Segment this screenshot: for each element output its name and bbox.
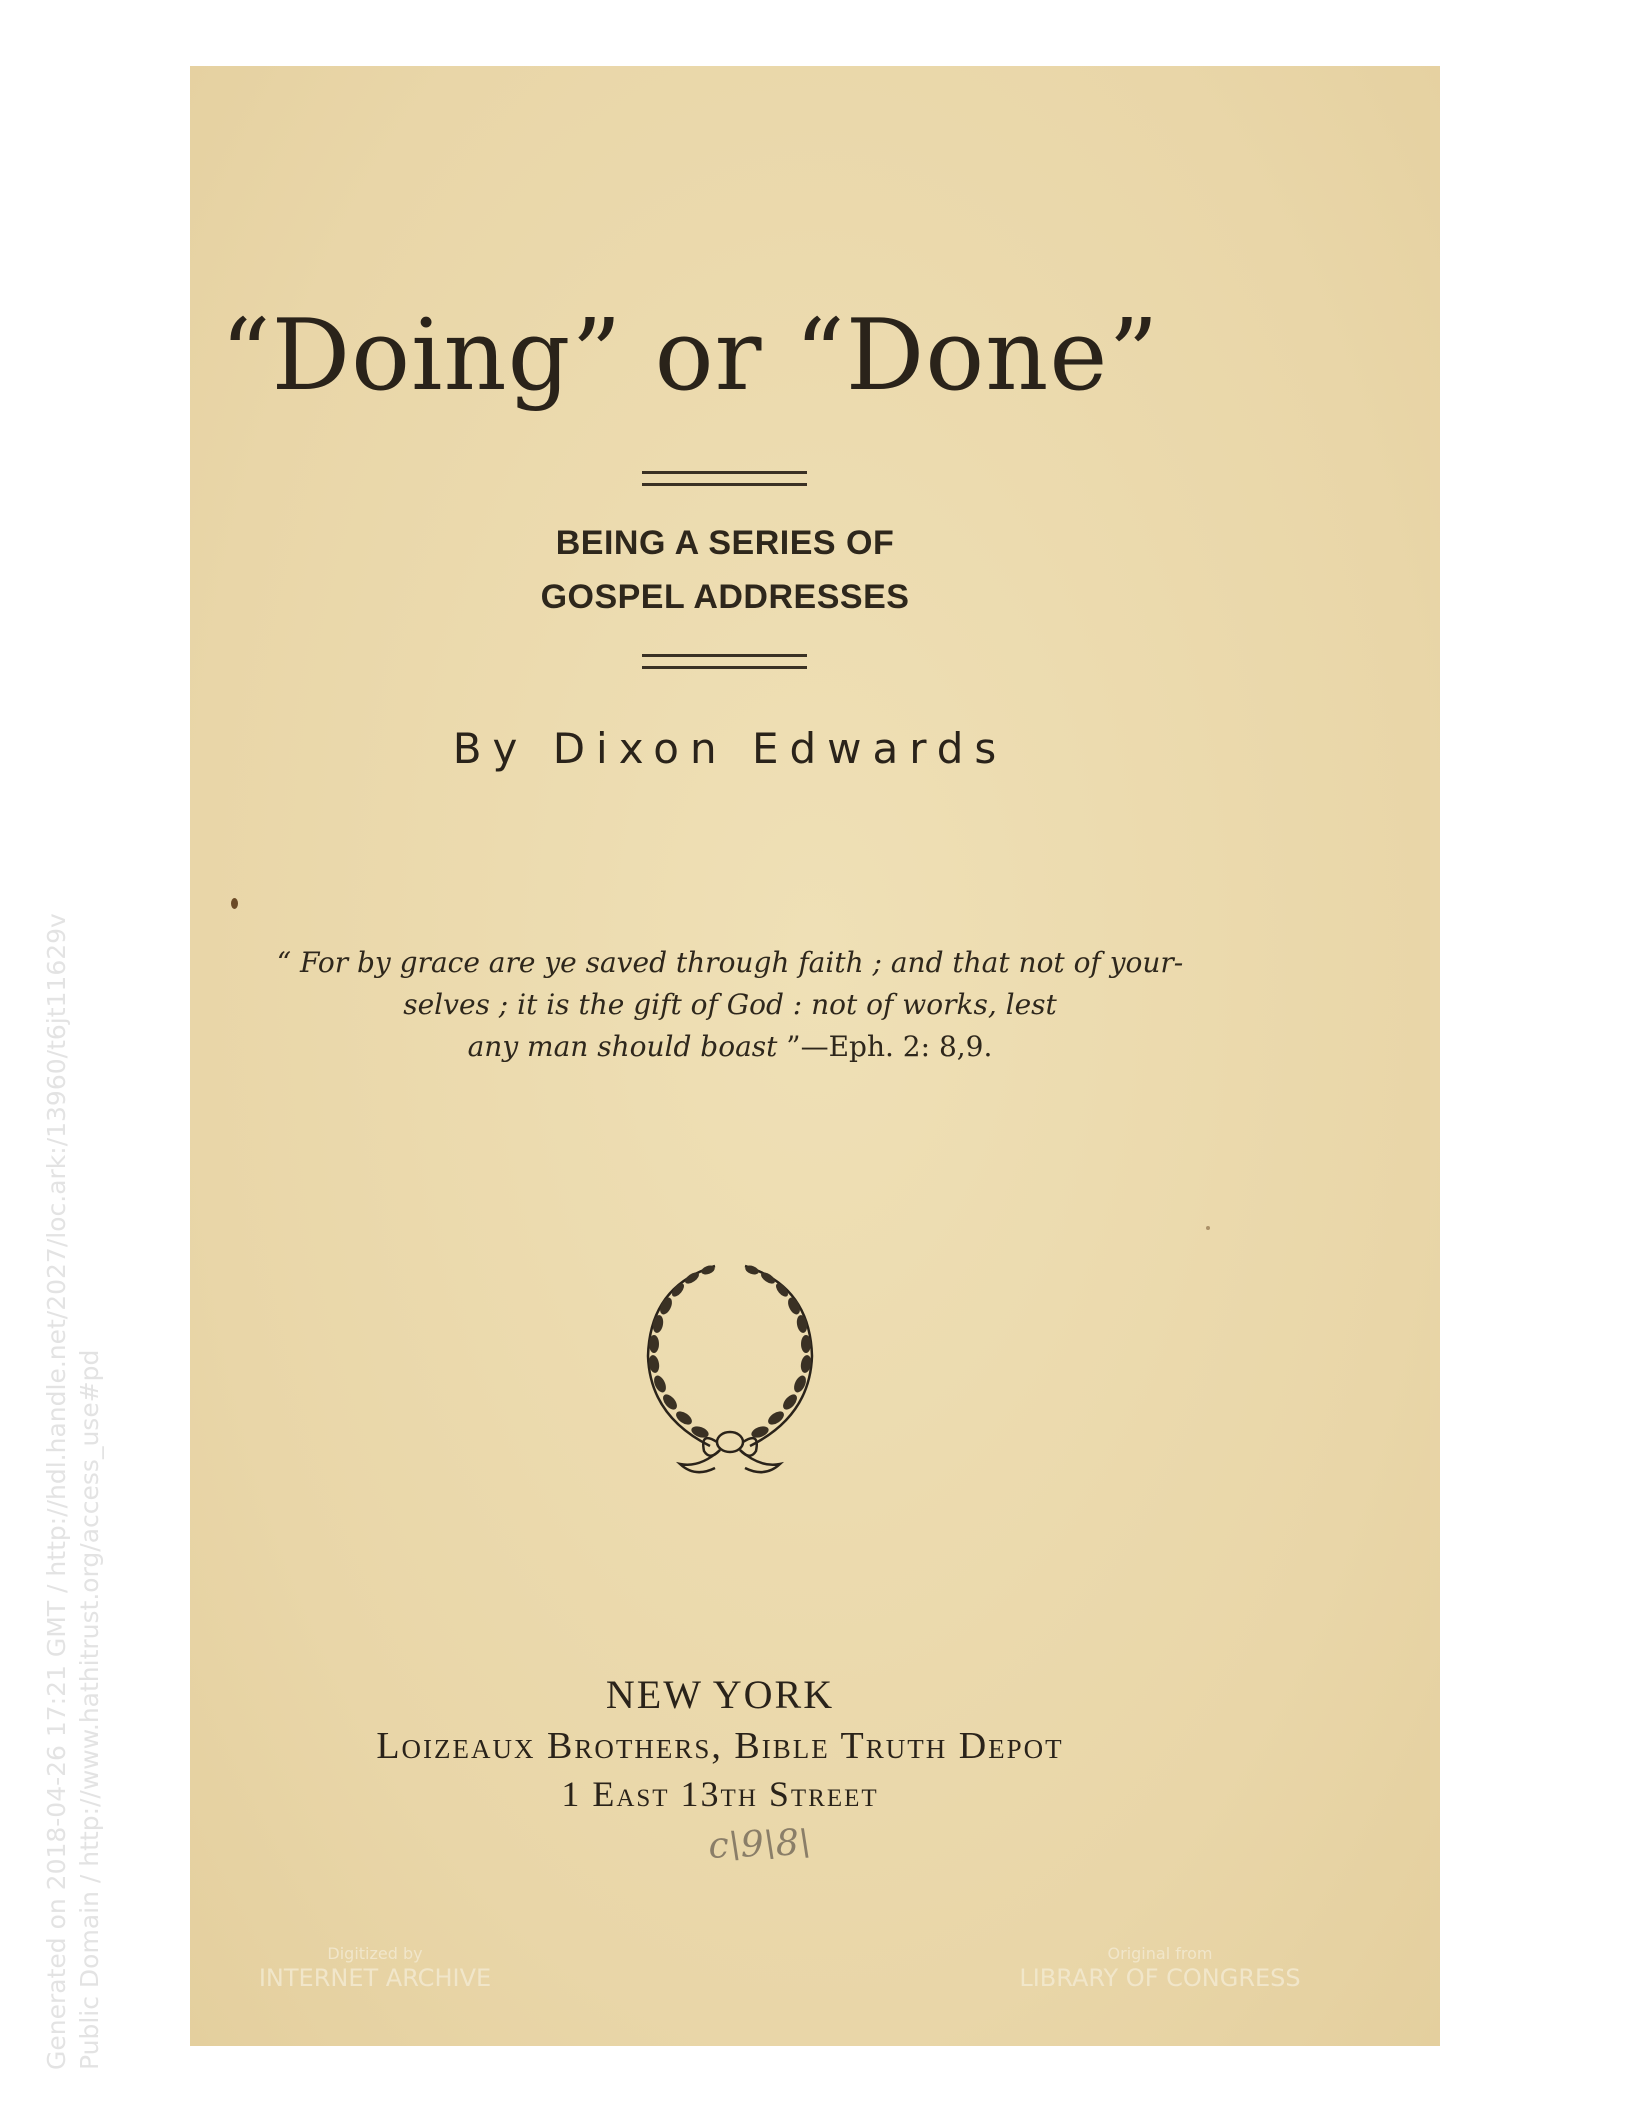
imprint-street: 1 East 13th Street [561,1774,879,1814]
subtitle-line-2: GOSPEL ADDRESSES [540,578,910,616]
epigraph-line-1: “ For by grace are ye saved through faith ; and that not of your- [276,946,1184,979]
double-rule-top [642,471,807,486]
internet-archive-watermark: INTERNET ARCHIVE [258,1964,492,1992]
author-byline: By Dixon Edwards [452,724,1008,773]
library-of-congress-watermark: LIBRARY OF CONGRESS [1019,1964,1301,1992]
epigraph-line-3-text: any man should boast [467,1030,778,1063]
imprint-city: NEW YORK [605,1672,835,1717]
paper-speck [1206,1226,1210,1230]
title-page [190,66,1440,2046]
notice-line-1: Generated on 2018-04-26 17:21 GMT / http://hdl.handle.net/2027/loc.ark:/13960/t6jt11629v [42,913,71,2070]
imprint-publisher: Loizeaux Brothers, Bible Truth Depot [376,1725,1064,1767]
epigraph-line-2: selves ; it is the gift of God : not of works, lest [403,988,1057,1021]
ink-speck [231,898,238,909]
handwritten-note: c\9\8\ [707,1822,812,1867]
notice-line-2: Public Domain / http://www.hathitrust.org/access_use#pd [75,1349,104,2070]
double-rule-bottom [642,654,807,669]
epigraph-reference: ”—Eph. 2: 8,9. [777,1030,993,1063]
subtitle-line-1: BEING A SERIES OF [555,524,895,562]
digitized-by-label: Digitized by [327,1944,423,1963]
epigraph-line-3 [230,1030,1230,1074]
book-title: “Doing” or “Done” [220,299,1160,413]
laurel-wreath-icon [620,1246,840,1486]
original-from-label: Original from [1107,1944,1213,1963]
hathitrust-generation-notice [40,670,110,2070]
